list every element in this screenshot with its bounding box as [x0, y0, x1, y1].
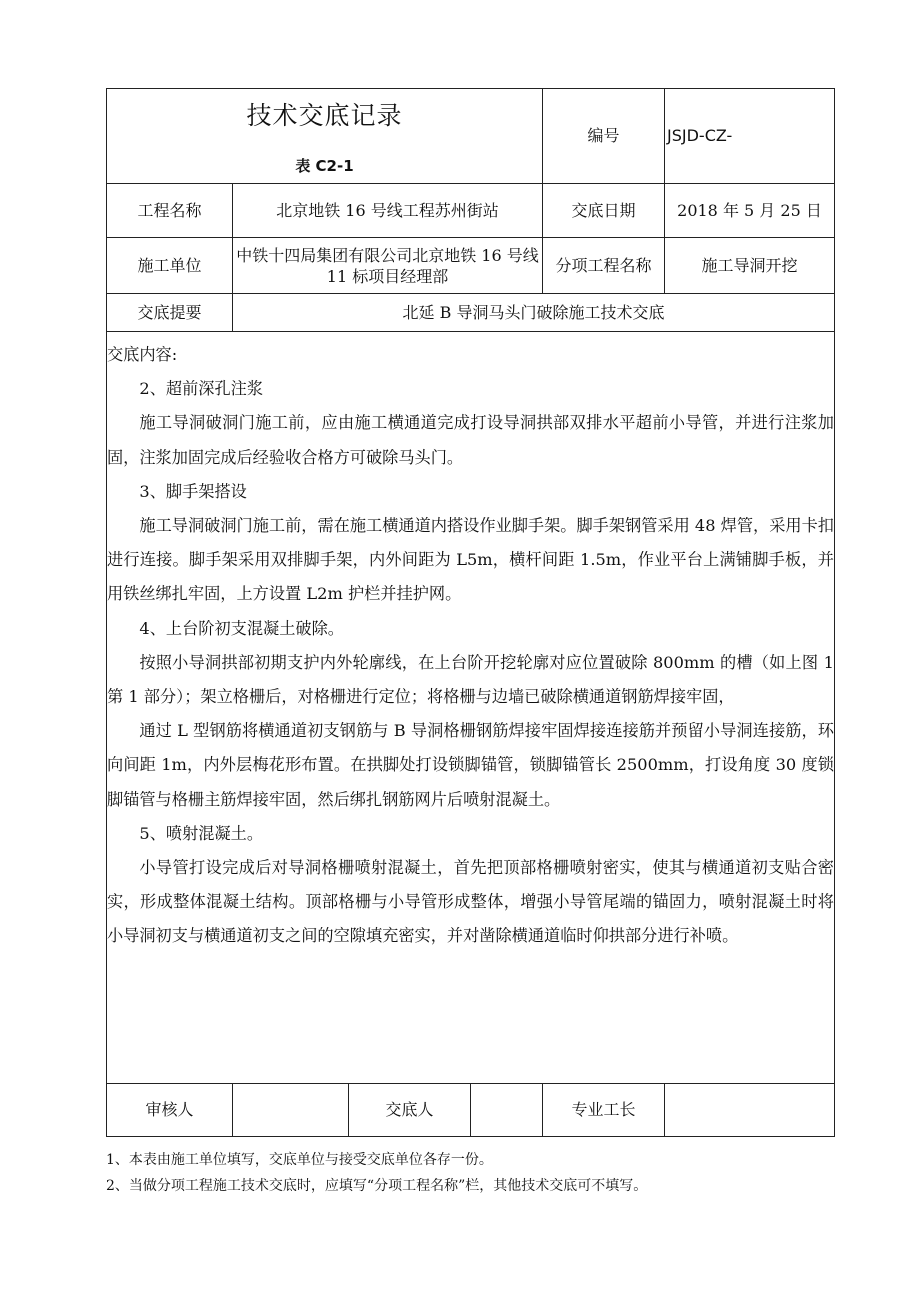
briefing-date-label: 交底日期 — [543, 184, 665, 238]
content-paragraph: 小导管打设完成后对导洞格栅喷射混凝土，首先把顶部格栅喷射密实，使其与横通道初支贴合密实，形成整体混凝土结构。顶部格栅与小导管形成整体，增强小导管尾端的锚固力，喷射混凝土时将小导洞初支与横通道初支之间的空隙填充密实，并对凿除横通道临时仰拱部分进行补喷。 — [107, 858, 834, 946]
reviewer-signature — [233, 1084, 349, 1137]
sub-project-label: 分项工程名称 — [543, 238, 665, 294]
briefing-content-cell — [107, 332, 835, 1084]
summary-value: 北延 B 导洞马头门破除施工技术交底 — [233, 294, 835, 332]
foreman-signature — [665, 1084, 835, 1137]
project-name-label: 工程名称 — [107, 184, 233, 238]
presenter-label: 交底人 — [349, 1084, 471, 1137]
section-heading: 3、脚手架搭设 — [139, 481, 247, 501]
content-paragraph: 按照小导洞拱部初期支护内外轮廓线，在上台阶开挖轮廓对应位置破除 800mm 的槽（如上图 1 第 1 部分）；架立格栅后，对格栅进行定位；将格栅与边墙已破除横通道钢筋焊接牢固， — [107, 652, 834, 707]
number-value: JSJD-CZ- — [665, 89, 835, 184]
technical-briefing-form — [106, 88, 834, 1137]
summary-label: 交底提要 — [107, 294, 233, 332]
sub-project-value: 施工导洞开挖 — [665, 238, 835, 294]
content-heading: 交底内容: — [107, 345, 178, 364]
reviewer-label: 审核人 — [107, 1084, 233, 1137]
contractor-label: 施工单位 — [107, 238, 233, 294]
section-heading: 4、上台阶初支混凝土破除。 — [139, 618, 344, 638]
form-code: 表 C2-1 — [295, 157, 354, 175]
document-title: 技术交底记录 — [246, 101, 403, 130]
footnotes — [106, 1147, 846, 1199]
content-paragraph: 施工导洞破洞门施工前，应由施工横通道完成打设导洞拱部双排水平超前小导管，并进行注浆加固，注浆加固完成后经验收合格方可破除马头门。 — [107, 413, 834, 467]
content-paragraph: 施工导洞破洞门施工前，需在施工横通道内搭设作业脚手架。脚手架钢管采用 48 焊管，采用卡扣进行连接。脚手架采用双排脚手架，内外间距为 L5m，横杆间距 1.5m，作业平台上满铺脚手板，并用铁丝绑扎牢固，上方设置 L2m 护栏并挂护网。 — [107, 516, 834, 604]
section-heading: 5、喷射混凝土。 — [139, 823, 264, 843]
briefing-date-value: 2018 年 5 月 25 日 — [665, 184, 835, 238]
footnote-item: 2、当做分项工程施工技术交底时，应填写“分项工程名称”栏，其他技术交底可不填写。 — [106, 1178, 648, 1194]
contractor-value: 中铁十四局集团有限公司北京地铁 16 号线 11 标项目经理部 — [233, 238, 543, 294]
footnote-item: 1、本表由施工单位填写，交底单位与接受交底单位各存一份。 — [106, 1152, 493, 1168]
project-name-value: 北京地铁 16 号线工程苏州街站 — [233, 184, 543, 238]
number-label: 编号 — [543, 89, 665, 184]
foreman-label: 专业工长 — [543, 1084, 665, 1137]
briefing-content — [107, 332, 834, 954]
content-paragraph: 通过 L 型钢筋将横通道初支钢筋与 B 导洞格栅钢筋焊接牢固焊接连接筋并预留小导洞连接筋，环向间距 1m，内外层梅花形布置。在拱脚处打设锁脚锚管，锁脚锚管长 2500mm，打设角度 30 度锁脚锚管与格栅主筋焊接牢固，然后绑扎钢筋网片后喷射混凝土。 — [107, 721, 834, 809]
presenter-signature — [471, 1084, 543, 1137]
title-cell — [107, 89, 543, 184]
section-heading: 2、超前深孔注浆 — [139, 379, 264, 399]
form-table — [106, 88, 835, 1137]
